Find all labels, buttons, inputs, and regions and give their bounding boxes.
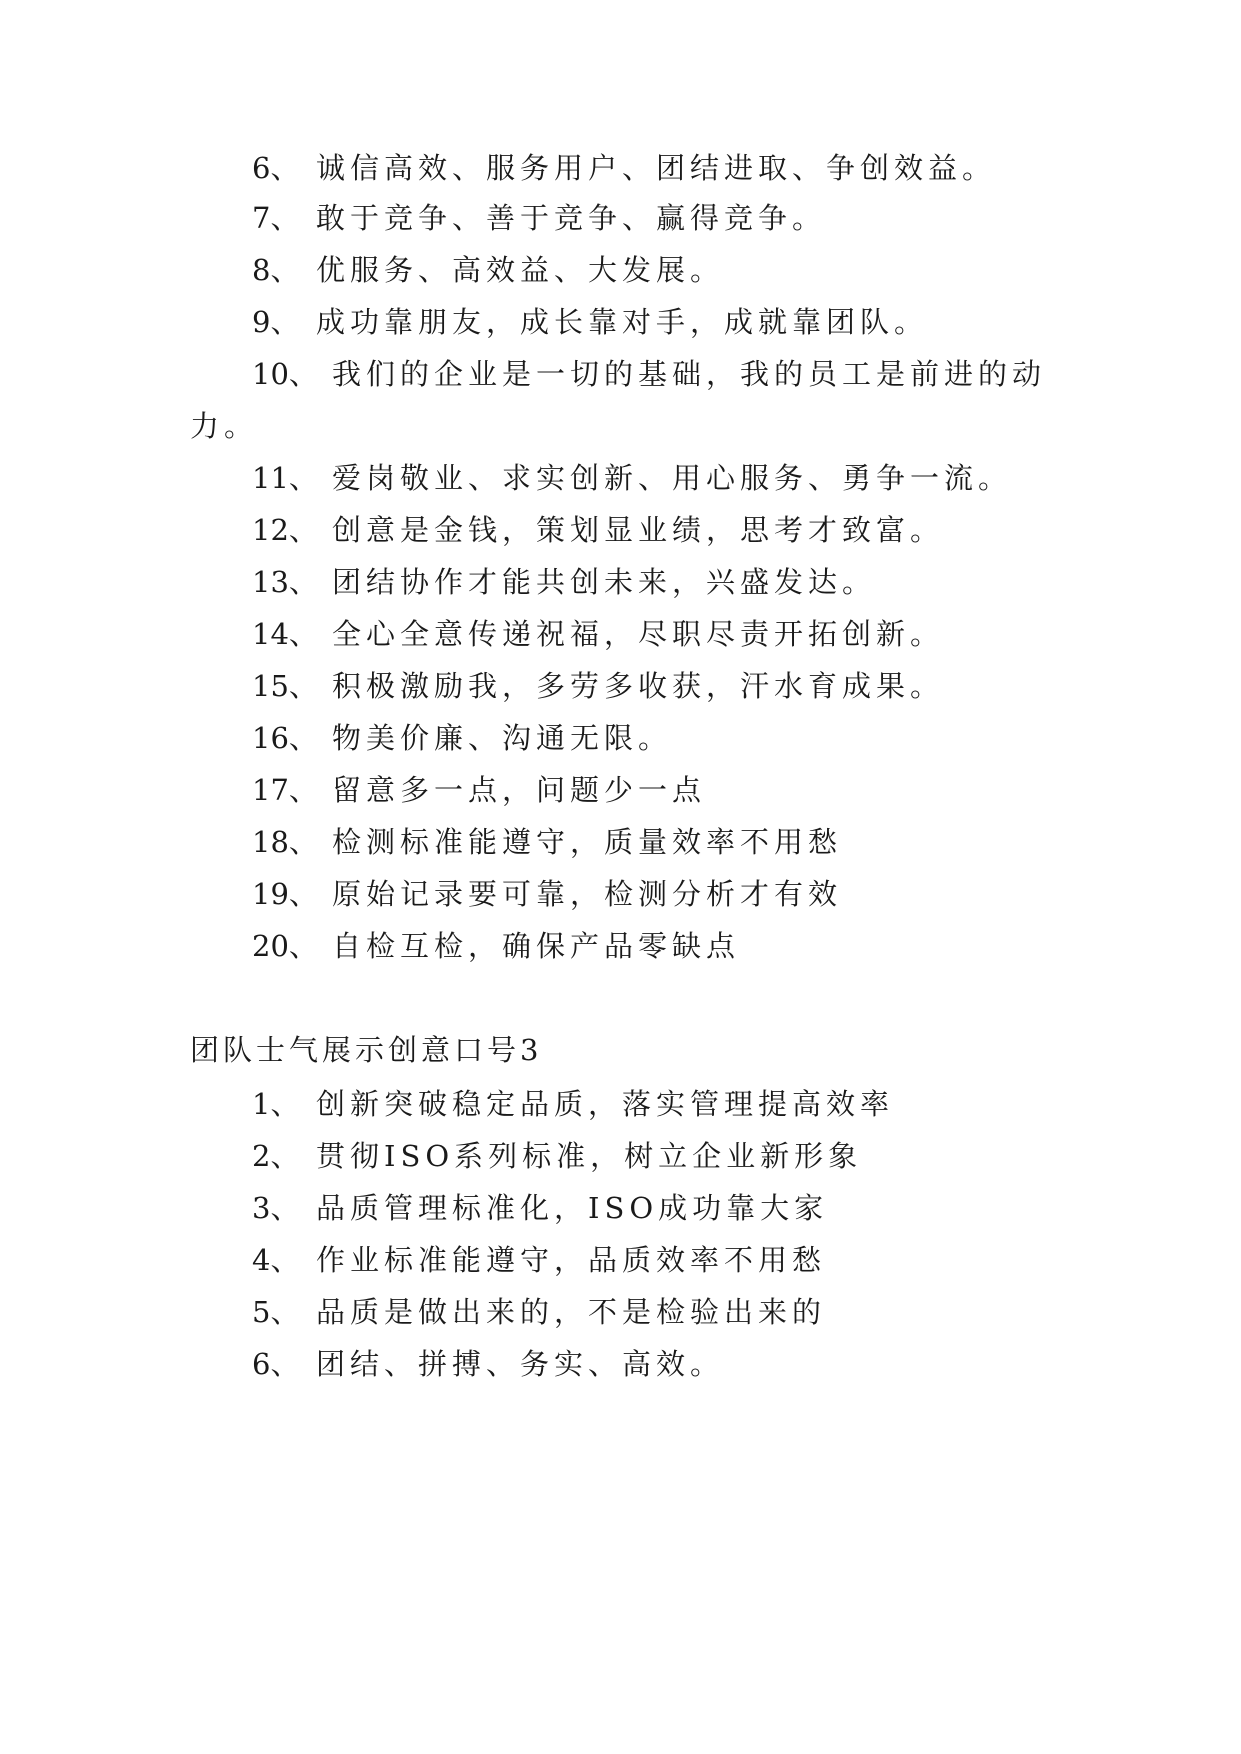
- item-text: 留意多一点，问题少一点: [332, 773, 707, 807]
- item-text: 原始记录要可靠，检测分析才有效: [332, 877, 843, 911]
- item-number: 18、: [252, 825, 318, 859]
- list-item: [190, 770, 1070, 810]
- list-item: [190, 874, 1070, 914]
- list-item: [190, 1084, 1070, 1124]
- list-item: [190, 614, 1070, 654]
- item-text: 创新突破稳定品质，落实管理提高效率: [316, 1087, 895, 1121]
- item-number: 12、: [252, 513, 318, 547]
- list-item: [190, 250, 1070, 290]
- item-text: 贯彻ISO系列标准，树立企业新形象: [316, 1139, 863, 1173]
- item-text: 我们的企业是一切的基础，我的员工是前进的动: [332, 357, 1047, 391]
- item-text: 爱岗敬业、求实创新、用心服务、勇争一流。: [332, 461, 1013, 495]
- list-item: [190, 718, 1070, 758]
- item-number: 19、: [252, 877, 318, 911]
- list-item: [190, 562, 1070, 602]
- item-number: 11、: [252, 461, 318, 495]
- item-number: 8、: [252, 253, 300, 287]
- item-number: 3、: [252, 1191, 300, 1225]
- item-text: 全心全意传递祝福，尽职尽责开拓创新。: [332, 617, 945, 651]
- item-text-continuation: 力。: [190, 409, 259, 443]
- list-item: [190, 1292, 1070, 1332]
- item-number: 14、: [252, 617, 318, 651]
- list-item: [190, 1240, 1070, 1280]
- item-text: 团结协作才能共创未来，兴盛发达。: [332, 565, 877, 599]
- item-text: 创意是金钱，策划显业绩，思考才致富。: [332, 513, 945, 547]
- item-number: 17、: [252, 773, 318, 807]
- item-number: 4、: [252, 1243, 300, 1277]
- list-item: [190, 354, 1070, 394]
- list-item: [190, 822, 1070, 862]
- section-heading: 团队士气展示创意口号3: [190, 1033, 543, 1067]
- item-text: 诚信高效、服务用户、团结进取、争创效益。: [316, 151, 997, 185]
- list-item: [190, 1188, 1070, 1228]
- list-item: [190, 302, 1070, 342]
- item-text: 品质管理标准化，ISO成功靠大家: [316, 1191, 829, 1225]
- list-item: [190, 926, 1070, 966]
- item-number: 6、: [252, 151, 300, 185]
- list-item: [190, 1344, 1070, 1384]
- item-text: 成功靠朋友，成长靠对手，成就靠团队。: [316, 305, 929, 339]
- item-number: 1、: [252, 1087, 300, 1121]
- item-number: 10、: [252, 357, 318, 391]
- item-text: 物美价廉、沟通无限。: [332, 721, 673, 755]
- list-item: [190, 458, 1070, 498]
- list-item: [190, 148, 1070, 188]
- item-text: 积极激励我，多劳多收获，汗水育成果。: [332, 669, 945, 703]
- item-text: 自检互检，确保产品零缺点: [332, 929, 741, 963]
- item-number: 13、: [252, 565, 318, 599]
- list-item: [190, 666, 1070, 706]
- item-text: 敢于竞争、善于竞争、赢得竞争。: [316, 201, 827, 235]
- item-number: 5、: [252, 1295, 300, 1329]
- item-number: 9、: [252, 305, 300, 339]
- item-number: 2、: [252, 1139, 300, 1173]
- item-text: 团结、拼搏、务实、高效。: [316, 1347, 725, 1381]
- list-item: [190, 1136, 1070, 1176]
- item-text: 优服务、高效益、大发展。: [316, 253, 725, 287]
- item-text: 作业标准能遵守，品质效率不用愁: [316, 1243, 827, 1277]
- list-item: [190, 198, 1070, 238]
- item-text: 品质是做出来的，不是检验出来的: [316, 1295, 827, 1329]
- item-number: 6、: [252, 1347, 300, 1381]
- item-number: 20、: [252, 929, 318, 963]
- item-number: 16、: [252, 721, 318, 755]
- item-text: 检测标准能遵守，质量效率不用愁: [332, 825, 843, 859]
- item-number: 15、: [252, 669, 318, 703]
- list-item: [190, 510, 1070, 550]
- item-number: 7、: [252, 201, 300, 235]
